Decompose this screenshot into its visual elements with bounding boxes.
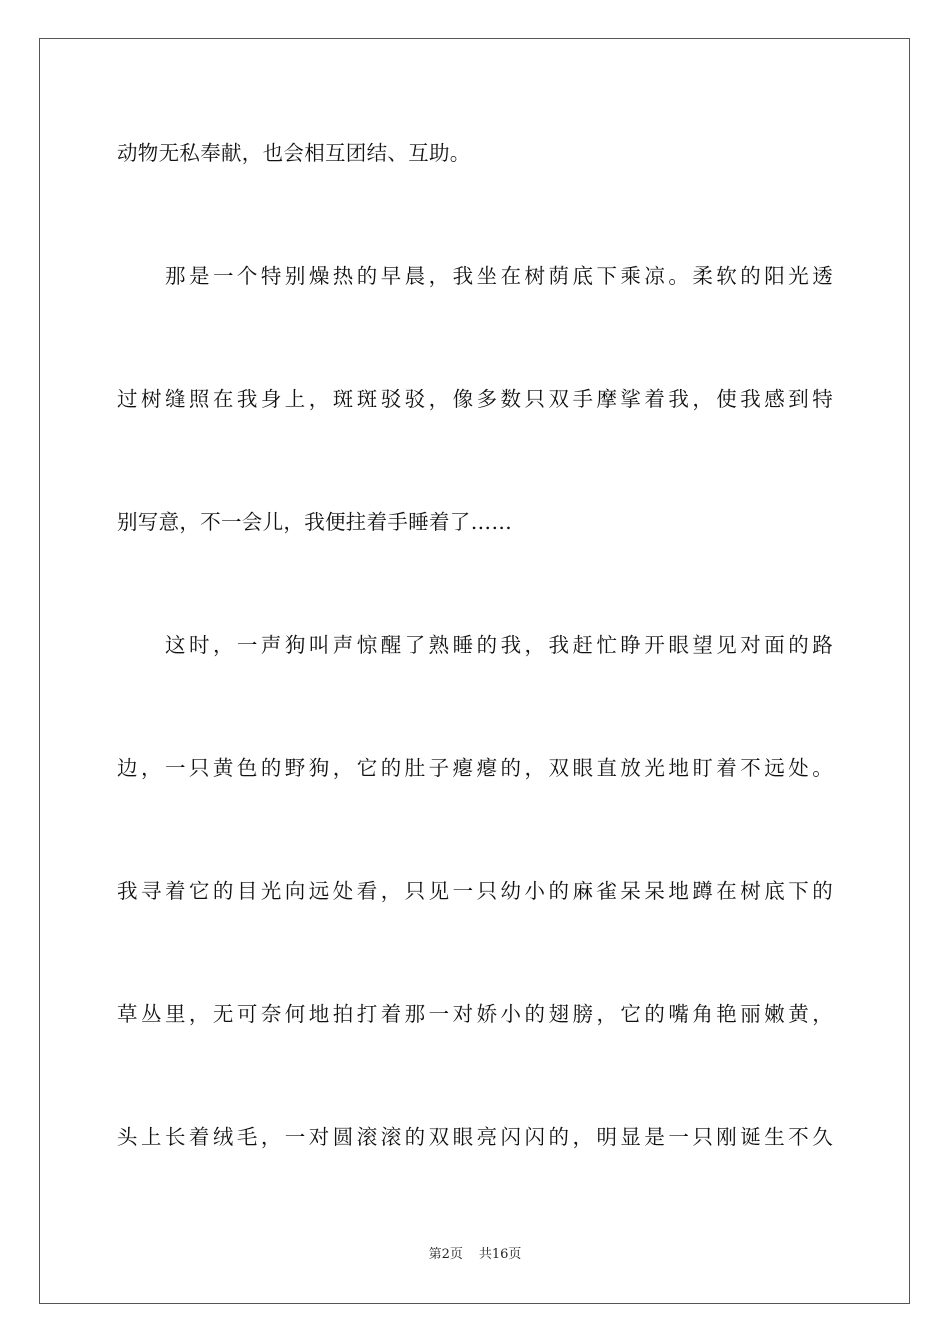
paragraph-line: 动物无私奉献，也会相互团结、互助。: [117, 141, 471, 165]
paragraph-line: 这时，一声狗叫声惊醒了熟睡的我，我赶忙睁开眼望见对面的路: [165, 633, 833, 657]
paragraph-line: 别写意，不一会儿，我便拄着手睡着了……: [117, 510, 513, 534]
page-border: [39, 38, 910, 1304]
paragraph-line: 那是一个特别燥热的早晨，我坐在树荫底下乘凉。柔软的阳光透: [165, 264, 833, 288]
page-footer: [0, 1246, 950, 1264]
paragraph-line: 头上长着绒毛，一对圆滚滚的双眼亮闪闪的，明显是一只刚诞生不久: [117, 1125, 833, 1149]
paragraph-line: 我寻着它的目光向远处看，只见一只幼小的麻雀呆呆地蹲在树底下的: [117, 879, 833, 903]
paragraph-line: 草丛里，无可奈何地拍打着那一对娇小的翅膀，它的嘴角艳丽嫩黄，: [117, 1002, 833, 1026]
page-total: 共16页: [478, 1247, 522, 1262]
page-number: 第2页: [428, 1247, 463, 1262]
paragraph-line: 过树缝照在我身上，斑斑驳驳，像多数只双手摩挲着我，使我感到特: [117, 387, 833, 411]
paragraph-line: 边，一只黄色的野狗，它的肚子瘪瘪的，双眼直放光地盯着不远处。: [117, 756, 833, 780]
